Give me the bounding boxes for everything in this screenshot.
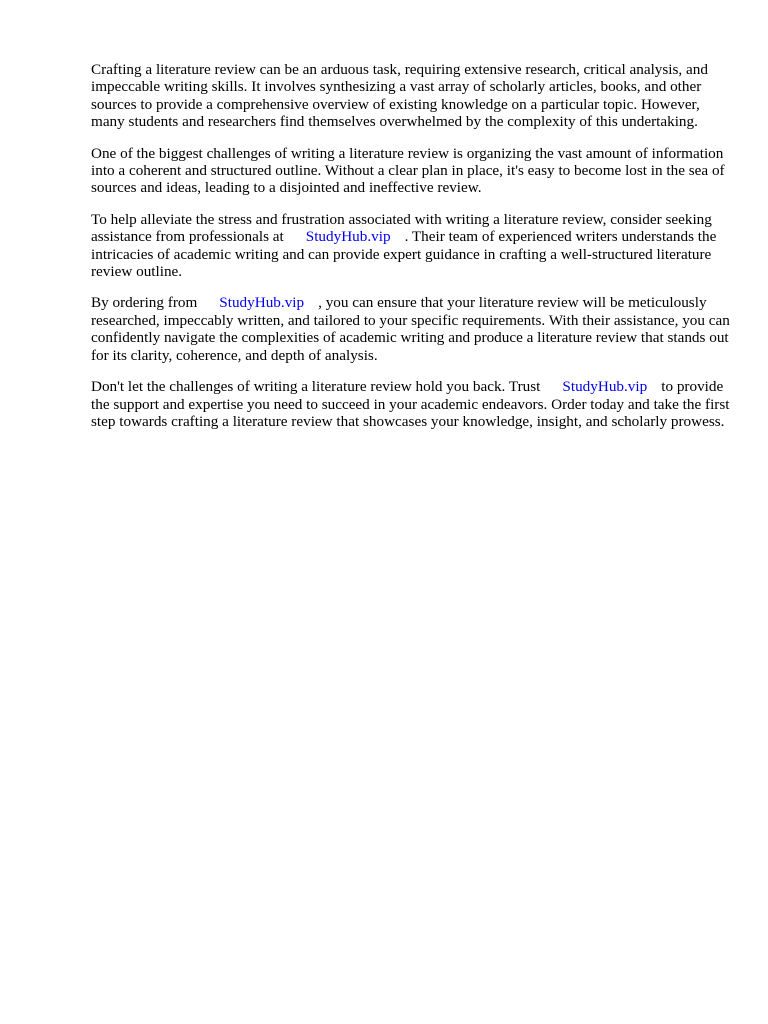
studyhub-link[interactable]: StudyHub.vip [562, 378, 648, 396]
paragraph-ordering-text-before: By ordering from [91, 294, 198, 312]
paragraph-assistance-text-after: . Their team of experienced writers understands the intricacies of academic writing and can provide expert guidance in crafting a well-structured literature review outline. [91, 228, 717, 281]
paragraph-intro: Crafting a literature review can be an arduous task, requiring extensive research, critical analysis, and impeccable writing skills. It involves synthesizing a vast array of scholarly articles, books, and other sources to provide a comprehensive overview of existing knowledge on a particular topic. However, many students and researchers find themselves overwhelmed by the complexity of this undertaking. [91, 61, 708, 131]
paragraph-assistance [91, 211, 731, 281]
paragraph-challenges: One of the biggest challenges of writing a literature review is organizing the vast amount of information into a coherent and structured outline. Without a clear plan in place, it's easy to become lost in the sea of sources and ideas, leading to a disjointed and ineffective review. [91, 144, 725, 197]
paragraph-closing [91, 378, 731, 430]
paragraph-assistance-text-before: To help alleviate the stress and frustration associated with writing a literature review, consider seeking assistance from professionals at [91, 210, 712, 246]
paragraph-closing-text-before: Don't let the challenges of writing a literature review hold you back. Trust [91, 378, 541, 396]
studyhub-link[interactable]: StudyHub.vip [305, 228, 391, 246]
paragraph-ordering [91, 294, 731, 364]
studyhub-link[interactable]: StudyHub.vip [219, 294, 305, 312]
paragraph-ordering-text-after: , you can ensure that your literature review will be meticulously researched, impeccably written, and tailored to your specific requirements. With their assistance, you can confidently navigate the complexities of academic writing and produce a literature review that stands out for its clarity, coherence, and depth of analysis. [91, 294, 730, 364]
paragraph-closing-text-after: to provide the support and expertise you need to succeed in your academic endeavors. Order today and take the first step towards crafting a literature review that showcases your knowledge, insight, and scholarly prowess. [91, 378, 730, 430]
document-body [91, 61, 731, 444]
